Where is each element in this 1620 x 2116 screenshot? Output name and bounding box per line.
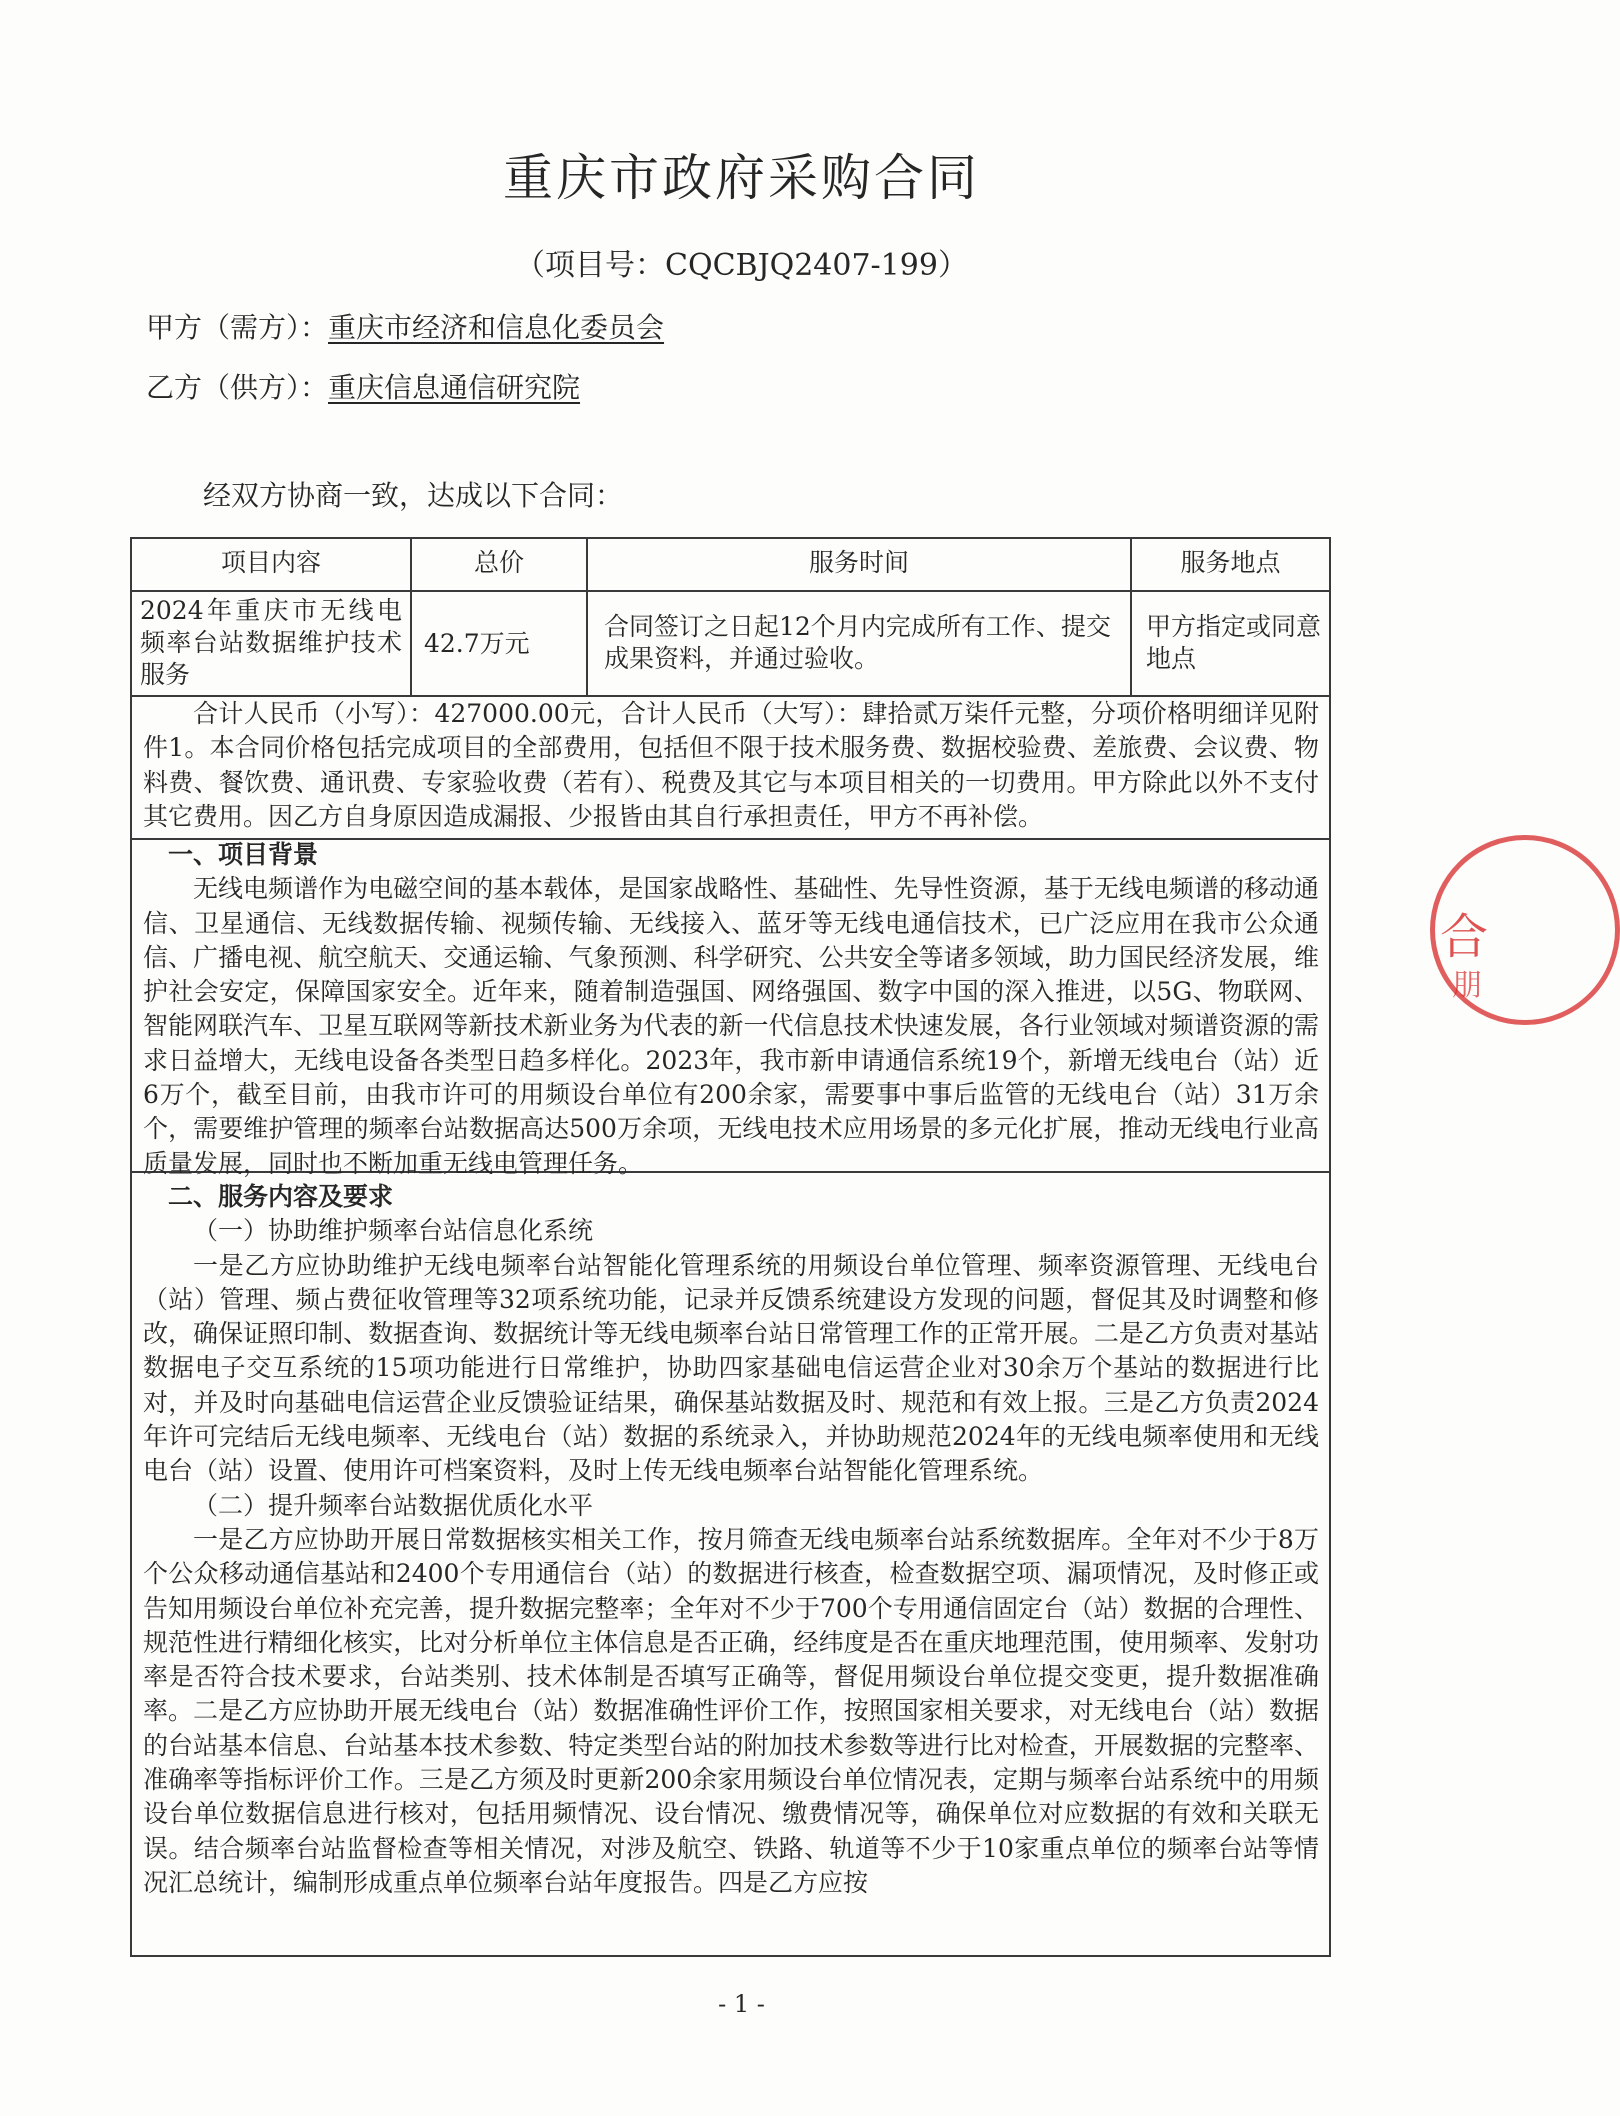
- table-header-price: 总价: [473, 548, 524, 577]
- party-b-value: 重庆信息通信研究院: [328, 371, 581, 404]
- party-b: [146, 366, 580, 406]
- intro-text: 经双方协商一致，达成以下合同：: [203, 479, 624, 512]
- table-cell-price: 42.7万元: [424, 629, 530, 658]
- subsection-heading: （一）协助维护频率台站信息化系统: [193, 1216, 594, 1246]
- section-heading: 一、项目背景: [168, 840, 319, 869]
- section-project-background: [143, 838, 1319, 1181]
- project-number: （项目号：CQCBJQ2407-199）: [515, 248, 968, 283]
- section-body: 无线电频谱作为电磁空间的基本载体，是国家战略性、基础性、先导性资源，基于无线电频谱的移动通信、卫星通信、无线数据传输、视频传输、无线接入、蓝牙等无线电通信技术，已广泛应用在我市公众通信、广播电视、航空航天、交通运输、气象预测、科学研究、公共安全等诸多领域，助力国民经济发展，维护社会安定，保障国家安全。近年来，随着制造强国、网络强国、数字中国的深入推进，以5G、物联网、智能网联汽车、卫星互联网等新技术新业务为代表的新一代信息技术快速发展，各行业领域对频谱资源的需求日益增大，无线电设备各类型日趋多样化。2023年，我市新申请通信系统19个，新增无线电台（站）近6万个，截至目前，由我市许可的用频设台单位有200余家，需要事中事后监管的无线电台（站）31万余个，需要维护管理的频率台站数据高达500万余项，无线电技术应用场景的多元化扩展，推动无线电行业高质量发展，同时也不断加重无线电管理任务。: [143, 874, 1319, 1178]
- table-header-item: 项目内容: [220, 548, 321, 577]
- total-price-text: 合计人民币（小写）：427000.00元，合计人民币（大写）：肆拾贰万柒仟元整，分项价格明细详见附件1。本合同价格包括完成项目的全部费用，包括但不限于技术服务费、数据校验费、差旅费、会议费、物料费、餐饮费、通讯费、专家验收费（若有）、税费及其它与本项目相关的一切费用。甲方除此以外不支付其它费用。因乙方自身原因造成漏报、少报皆由其自行承担责任，甲方不再补偿。: [143, 699, 1319, 831]
- section-body: 一是乙方应协助开展日常数据核实相关工作，按月筛查无线电频率台站系统数据库。全年对不少于8万个公众移动通信基站和2400个专用通信台（站）的数据进行核查，检查数据空项、漏项情况，及时修正或告知用频设台单位补充完善，提升数据完整率；全年对不少于700个专用通信固定台（站）数据的合理性、规范性进行精细化核实，比对分析单位主体信息是否正确，经纬度是否在重庆地理范围，使用频率、发射功率是否符合技术要求，台站类别、技术体制是否填写正确等，督促用频设台单位提交变更，提升数据准确率。二是乙方应协助开展无线电台（站）数据准确性评价工作，按照国家相关要求，对无线电台（站）数据的台站基本信息、台站基本技术参数、特定类型台站的附加技术参数等进行比对检查，开展数据的完整率、准确率等指标评价工作。三是乙方须及时更新200余家用频设台单位情况表，定期与频率台站系统中的用频设台单位数据信息进行核对，包括用频情况、设台情况、缴费情况等，确保单位对应数据的有效和关联无误。结合频率台站监督检查等相关情况，对涉及航空、铁路、轨道等不少于10家重点单位的频率台站等情况汇总统计，编制形成重点单位频率台站年度报告。四是乙方应按: [143, 1524, 1319, 1897]
- section-body: 一是乙方应协助维护无线电频率台站智能化管理系统的用频设台单位管理、频率资源管理、无线电台（站）管理、频占费征收管理等32项系统功能，记录并反馈系统建设方发现的问题，督促其及时调整和修改，确保证照印制、数据查询、数据统计等无线电频率台站日常管理工作的正常开展。二是乙方负责对基站数据电子交互系统的15项功能进行日常维护，协助四家基础电信运营企业对30余万个基站的数据进行比对，并及时向基础电信运营企业反馈验证结果，确保基站数据及时、规范和有效上报。三是乙方负责2024年许可完结后无线电频率、无线电台（站）数据的系统录入，并协助规范2024年的无线电频率使用和无线电台（站）设置、使用许可档案资料，及时上传无线电频率台站智能化管理系统。: [143, 1250, 1319, 1486]
- seal-stamp-text: 朋: [1452, 968, 1482, 1003]
- table-header-time: 服务时间: [808, 548, 909, 577]
- section-heading: 二、服务内容及要求: [168, 1182, 394, 1211]
- party-a-label: 甲方（需方）：: [146, 311, 329, 344]
- party-a: [146, 306, 664, 346]
- table-header-place: 服务地点: [1180, 548, 1281, 577]
- table-divider: [130, 590, 1331, 592]
- table-cell-place: 甲方指定或同意地点: [1146, 612, 1322, 673]
- table-cell-time: 合同签订之日起12个月内完成所有工作、提交成果资料，并通过验收。: [604, 612, 1111, 673]
- party-a-value: 重庆市经济和信息化委员会: [328, 311, 665, 344]
- seal-stamp-text: 合: [1440, 909, 1489, 965]
- section-service-content: [143, 1180, 1319, 1900]
- page-number: - 1 -: [718, 1990, 765, 2018]
- subsection-heading: （二）提升频率台站数据优质化水平: [193, 1490, 594, 1520]
- total-price-paragraph: [143, 697, 1319, 834]
- party-b-label: 乙方（供方）：: [146, 371, 329, 404]
- table-cell-item: 2024年重庆市无线电频率台站数据维护技术服务: [140, 596, 402, 689]
- document-title: 重庆市政府采购合同: [503, 149, 980, 207]
